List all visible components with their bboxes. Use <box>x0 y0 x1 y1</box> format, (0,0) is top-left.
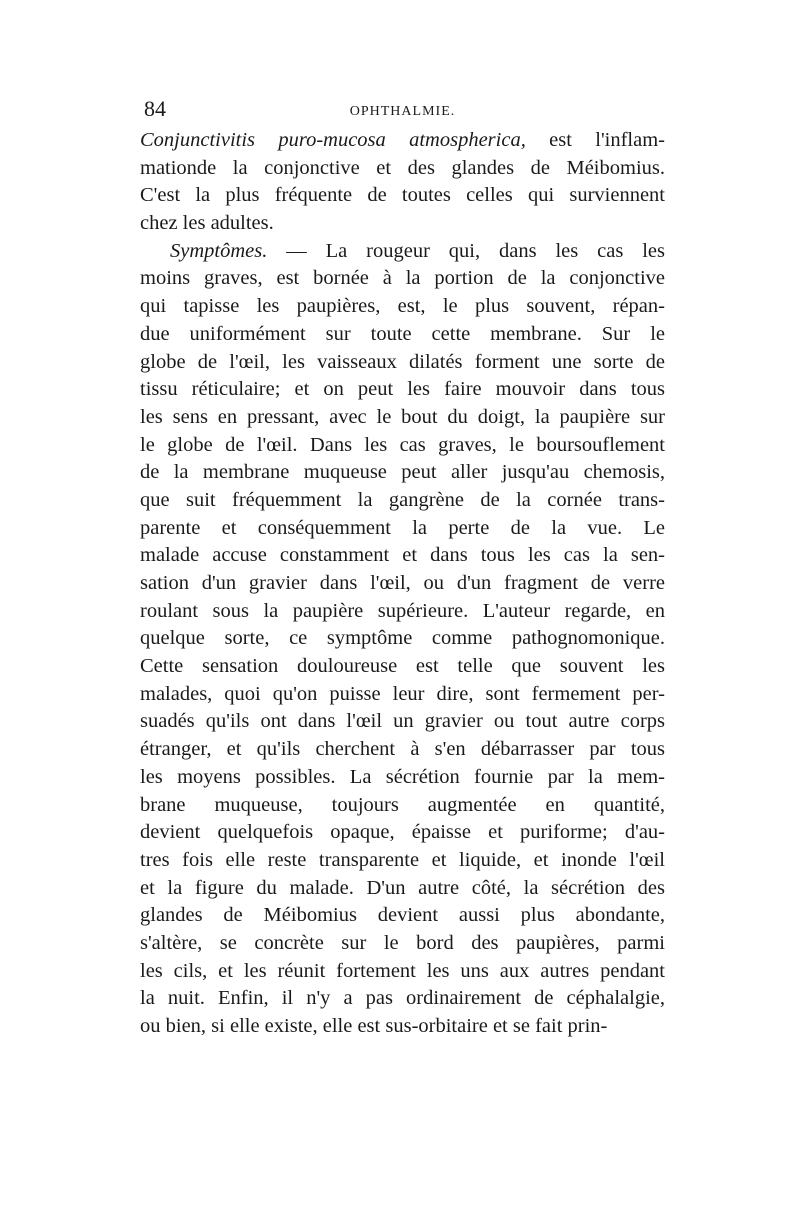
text-line: les cils, et les réunit fortement les uns aux autres pendant <box>140 959 665 982</box>
page-number: 84 <box>144 96 166 121</box>
text-line: le globe de l'œil. Dans les cas graves, le boursouflement <box>140 433 665 456</box>
line-text: est l'inflam- <box>525 129 665 151</box>
text-line: moins graves, est bornée à la portion de la conjonctive <box>140 267 665 290</box>
text-line: roulant sous la paupière supérieure. L'auteur regarde, en <box>140 599 665 622</box>
text-line: glandes de Méibomius devient aussi plus abondante, <box>140 904 665 927</box>
text-line: globe de l'œil, les vaisseaux dilatés forment une sorte de <box>140 350 665 373</box>
text-line: parente et conséquemment la perte de la vue. Le <box>140 516 665 539</box>
line-text: — La rougeur qui, dans les cas les <box>267 239 665 262</box>
text-line: tres fois elle reste transparente et liquide, et inonde l'œil <box>140 848 665 871</box>
text-line: s'altère, se concrète sur le bord des paupières, parmi <box>140 931 665 954</box>
text-line: de la membrane muqueuse peut aller jusqu'au chemosis, <box>140 461 665 484</box>
text-line: C'est la plus fréquente de toutes celles qui surviennent <box>140 184 665 207</box>
section-heading: Symptômes. <box>170 239 268 262</box>
text-line: tissu réticulaire; et on peut les faire mouvoir dans tous <box>140 378 665 401</box>
paragraph-2-line-1 <box>140 238 665 266</box>
text-line: et la figure du malade. D'un autre côté, la sécrétion des <box>140 876 665 899</box>
body-text <box>140 127 665 1041</box>
text-line: devient quelquefois opaque, épaisse et puriforme; d'au- <box>140 821 665 844</box>
text-line: les sens en pressant, avec le bout du doigt, la paupière sur <box>140 405 665 428</box>
text-line: mationde la conjonctive et des glandes de Méibomius. <box>140 156 665 179</box>
text-line: qui tapisse les paupières, est, le plus souvent, répan- <box>140 295 665 318</box>
text-line: brane muqueuse, toujours augmentée en quantité, <box>140 793 665 816</box>
text-line: sation d'un gravier dans l'œil, ou d'un fragment de verre <box>140 572 665 594</box>
text-line: que suit fréquemment la gangrène de la cornée trans- <box>140 488 665 511</box>
paragraph-1-line-1 <box>140 127 665 155</box>
running-head <box>140 96 665 126</box>
text-line: ou bien, si elle existe, elle est sus-orbitaire et se fait prin- <box>140 1015 608 1037</box>
text-line: malades, quoi qu'on puisse leur dire, sont fermement per- <box>140 682 665 705</box>
text-line: étranger, et qu'ils cherchent à s'en débarrasser par tous <box>140 738 665 761</box>
text-line: quelque sorte, ce symptôme comme pathognomonique. <box>140 627 665 650</box>
latin-term: Conjunctivitis puro-mucosa atmospherica, <box>140 129 526 151</box>
text-line: suadés qu'ils ont dans l'œil un gravier ou tout autre corps <box>140 710 665 733</box>
text-line: due uniformément sur toute cette membrane. Sur le <box>140 322 665 345</box>
text-line: les moyens possibles. La sécrétion fournie par la mem- <box>140 765 665 788</box>
text-line: chez les adultes. <box>140 212 274 235</box>
text-line: Cette sensation douloureuse est telle que souvent les <box>140 655 665 678</box>
running-title: OPHTHALMIE. <box>349 104 456 119</box>
text-line: la nuit. Enfin, il n'y a pas ordinairement de céphalalgie, <box>140 987 665 1010</box>
text-line: malade accuse constamment et dans tous les cas la sen- <box>140 544 665 567</box>
